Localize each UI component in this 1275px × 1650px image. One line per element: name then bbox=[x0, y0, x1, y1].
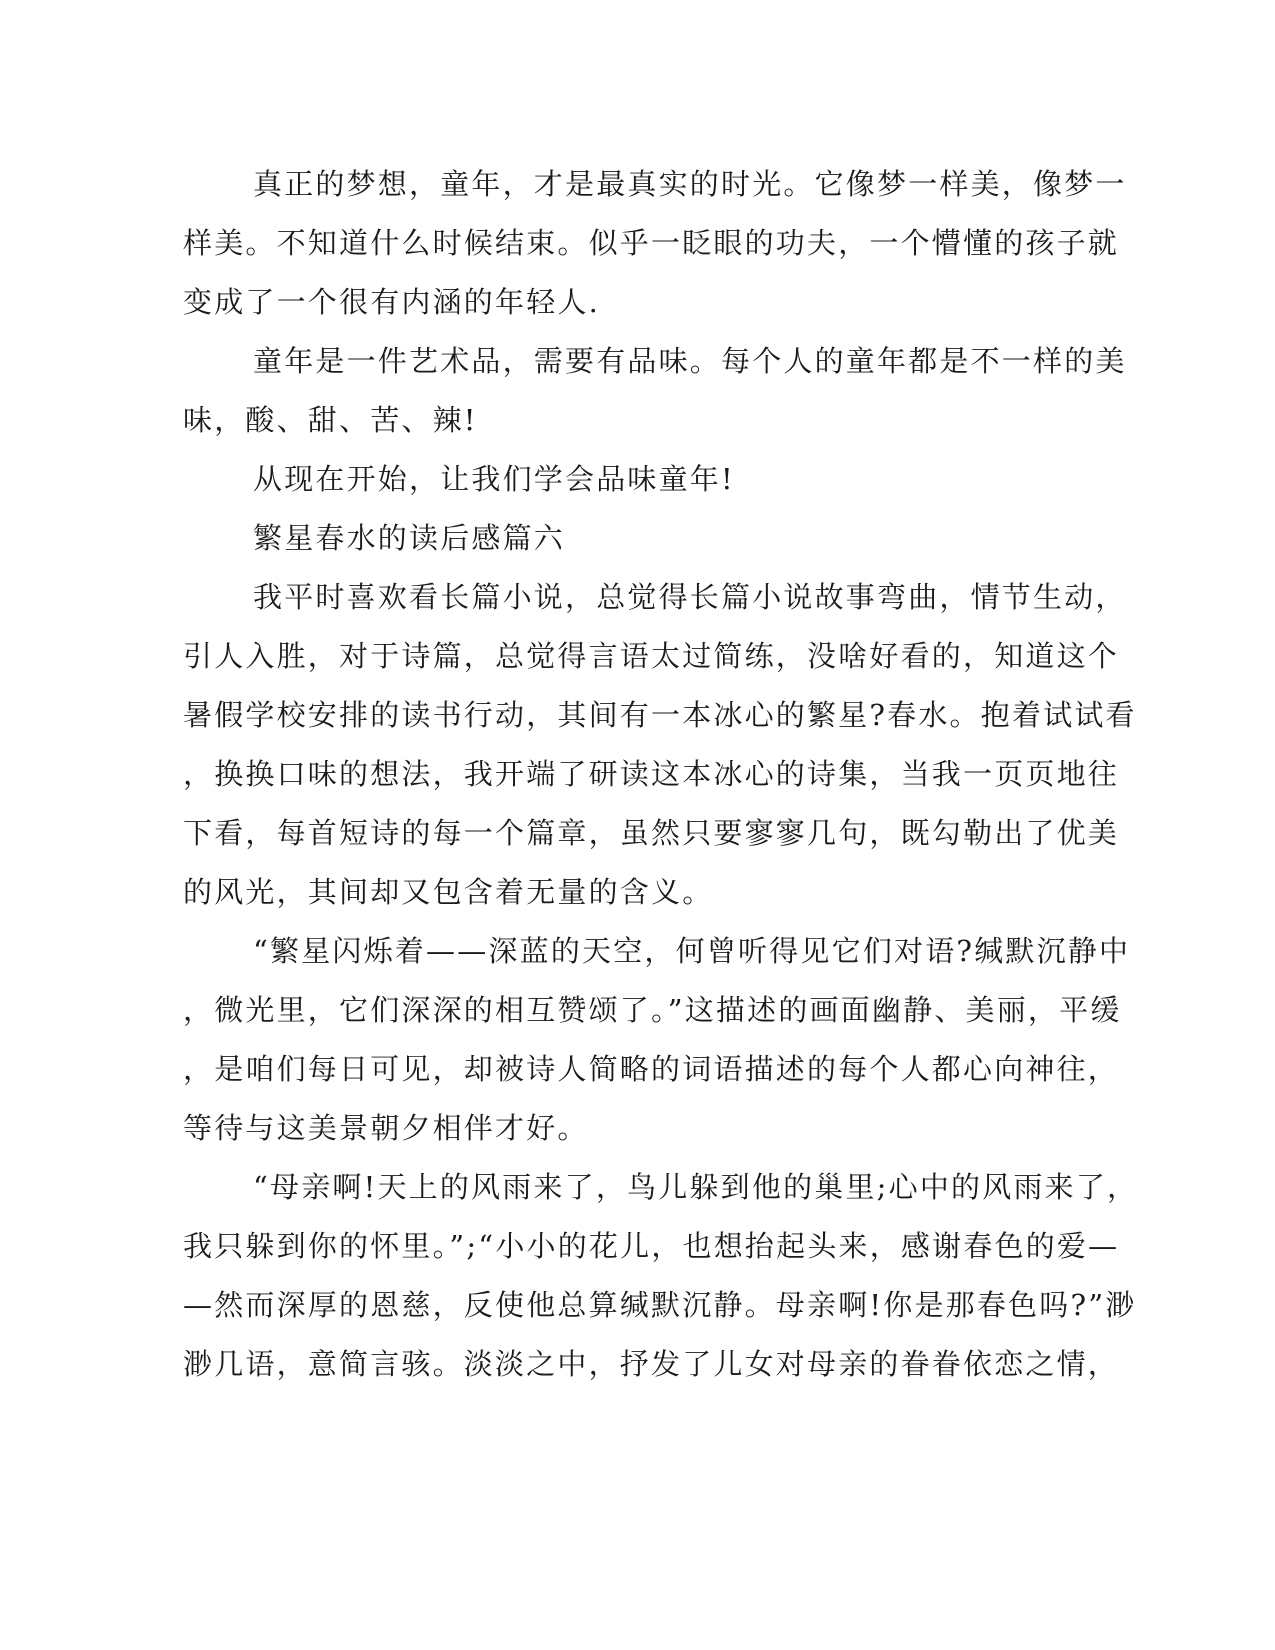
text-line: ，是咱们每日可见，却被诗人简略的词语描述的每个人都心向神往， bbox=[183, 1052, 1120, 1086]
text-line: 的风光，其间却又包含着无量的含义。 bbox=[183, 875, 714, 909]
text-line: 变成了一个很有内涵的年轻人. bbox=[183, 285, 601, 319]
text-line: 下看，每首短诗的每一个篇章，虽然只要寥寥几句，既勾勒出了优美 bbox=[183, 816, 1120, 850]
text-line: —然而深厚的恩慈，反使他总算缄默沉静。母亲啊!你是那春色吗?”渺 bbox=[183, 1288, 1137, 1322]
paragraph bbox=[183, 450, 1033, 509]
text-line: 等待与这美景朝夕相伴才好。 bbox=[183, 1111, 589, 1145]
text-line: 我只躲到你的怀里。”;“小小的花儿，也想抬起头来，感谢春色的爱— bbox=[183, 1229, 1120, 1263]
paragraph bbox=[183, 1158, 1139, 1394]
text-line: 样美。不知道什么时候结束。似乎一眨眼的功夫，一个懵懂的孩子就 bbox=[183, 226, 1120, 260]
text-line: 渺几语，意简言骇。淡淡之中，抒发了儿女对母亲的眷眷依恋之情， bbox=[183, 1347, 1120, 1381]
text-line: 引人入胜，对于诗篇，总觉得言语太过简练，没啥好看的，知道这个 bbox=[183, 639, 1120, 673]
paragraph bbox=[183, 568, 1137, 922]
text-line: 我平时喜欢看长篇小说，总觉得长篇小说故事弯曲，情节生动， bbox=[253, 580, 1127, 614]
paragraph bbox=[183, 332, 1127, 450]
heading-text: 繁星春水的读后感篇六 bbox=[253, 521, 566, 555]
text-line: 从现在开始，让我们学会品味童年! bbox=[253, 462, 735, 496]
text-line: 味，酸、甜、苦、辣! bbox=[183, 403, 478, 437]
text-line: 真正的梦想，童年，才是最真实的时光。它像梦一样美，像梦一 bbox=[253, 167, 1127, 201]
paragraph bbox=[183, 922, 1131, 1158]
paragraph bbox=[183, 155, 1127, 332]
text-line: ，微光里，它们深深的相互赞颂了。”这描述的画面幽静、美丽，平缓 bbox=[183, 993, 1122, 1027]
text-line: ，换换口味的想法，我开端了研读这本冰心的诗集，当我一页页地往 bbox=[183, 757, 1120, 791]
document-page bbox=[183, 155, 1139, 1394]
section-heading bbox=[183, 509, 1033, 568]
text-line: “母亲啊!天上的风雨来了，鸟儿躲到他的巢里;心中的风雨来了， bbox=[253, 1170, 1139, 1204]
text-line: “繁星闪烁着——深蓝的天空，何曾听得见它们对语?缄默沉静中 bbox=[253, 934, 1131, 968]
text-line: 暑假学校安排的读书行动，其间有一本冰心的繁星?春水。抱着试试看 bbox=[183, 698, 1137, 732]
text-line: 童年是一件艺术品，需要有品味。每个人的童年都是不一样的美 bbox=[253, 344, 1127, 378]
